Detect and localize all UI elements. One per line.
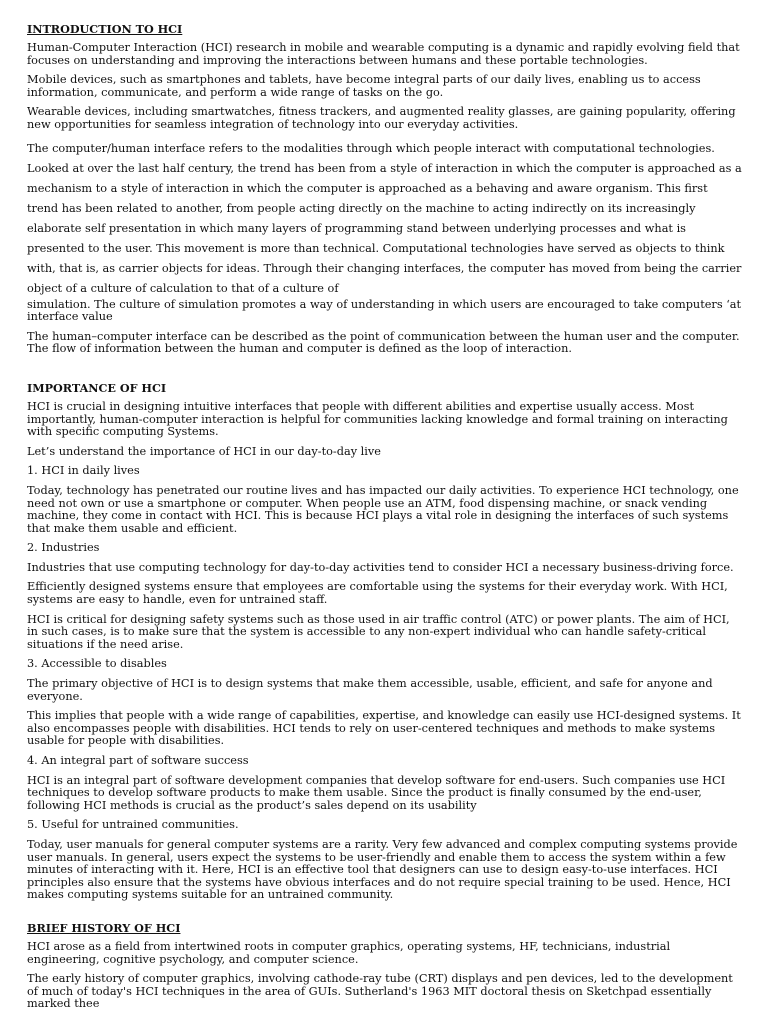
history-paragraph-1: HCI arose as a field from intertwined roots in computer graphics, operating systems, HF, technicians, industrial engineering, cognitive psychology, and computer science. bbox=[27, 939, 671, 966]
importance-paragraph-10: Today, user manuals for general computer systems are a rarity. Very few advanced and complex computing systems provide user manuals. In general, users expect the systems to be user-friendly and enable them to access the system within a few minutes of interacting with it. Here, HCI is an effective tool that designers can use to design easy-to-use interfaces. HCI principles also ensure that the systems have obvious interfaces and do not require special training to be used. Hence, HCI makes computing systems suitable for an untrained community. bbox=[27, 837, 738, 902]
importance-paragraph-5: Efficiently designed systems ensure that employees are comfortable using the systems for their everyday work. With HCI, systems are easy to handle, even for untrained staff. bbox=[27, 580, 728, 607]
section-title-history: BRIEF HISTORY OF HCI bbox=[27, 920, 181, 935]
intro-paragraph-4: The computer/human interface refers to the modalities through which people interact with computational technologies. Looked at over the last half century, the trend has been from a style of interaction in which the computer is approached as a mechanism to a style of interaction in which the computer is approached as a behaving and aware organism. This first trend has been related to another, from people acting directly on the machine to acting indirectly on its increasingly elaborate self presentation in which many layers of programming stand between underlying processes and what is presented to the user. This movement is more than technical. Computational technologies have served as objects to think with, that is, as carrier objects for ideas. Through their changing interfaces, the computer has moved from being the carrier object of a culture of calculation to that of a culture of bbox=[27, 141, 742, 295]
intro-paragraph-4-end: simulation. The culture of simulation promotes a way of understanding in which users are encouraged to take computers ‘at interface value bbox=[27, 297, 742, 324]
importance-paragraph-6: HCI is critical for designing safety systems such as those used in air traffic control (ATC) or power plants. The aim of HCI, in such cases, is to make sure that the system is accessible to any non-expert individual who can handle safety-critical situations if the need arise. bbox=[27, 612, 730, 651]
section-spacer bbox=[27, 363, 742, 382]
intro-paragraph-5: The human–computer interface can be described as the point of communication between the human user and the computer. The flow of information between the human and computer is defined as the loop of interaction. bbox=[27, 329, 740, 356]
importance-paragraph-8: This implies that people with a wide range of capabilities, expertise, and knowledge can easily use HCI-designed systems. It also encompasses people with disabilities. HCI tends to rely on user-centered techniques and methods to make systems usable for people with disabilities. bbox=[27, 709, 741, 748]
importance-subheading-5: 5. Useful for untrained communities. bbox=[27, 818, 239, 832]
importance-paragraph-7: The primary objective of HCI is to design systems that make them accessible, usable, efficient, and safe for anyone and everyone. bbox=[27, 677, 713, 703]
section-title-importance: IMPORTANCE OF HCI bbox=[27, 380, 167, 395]
importance-subheading-1: 1. HCI in daily lives bbox=[27, 464, 140, 478]
importance-paragraph-9: HCI is an integral part of software development companies that develop software for end-users. Such companies use HCI techniques to develop software products to make them usable. Since the product is finally consumed by the end-user, following HCI methods is crucial as the product’s sales depend on its usability bbox=[27, 773, 726, 812]
intro-paragraph-2: Mobile devices, such as smartphones and tablets, have become integral parts of our daily lives, enabling us to access information, communicate, and perform a wide range of tasks on the go. bbox=[27, 73, 701, 99]
importance-paragraph-1: HCI is crucial in designing intuitive interfaces that people with different abilities and expertise usually access. Most importantly, human-computer interaction is helpful for communities lacking knowledge and formal training on interacting with specific computing Systems. bbox=[27, 399, 728, 439]
importance-paragraph-2: Let’s understand the importance of HCI in our day-to-day live bbox=[27, 444, 381, 458]
history-paragraph-2: The early history of computer graphics, involving cathode-ray tube (CRT) displays and pen devices, led to the development of much of today's HCI techniques in the area of GUIs. Sutherland's 1963 MIT doctoral thesis on Sketchpad essentially marked thee bbox=[27, 972, 733, 1011]
importance-paragraph-4: Industries that use computing technology for day-to-day activities tend to consider HCI a necessary business-driving force. bbox=[27, 560, 734, 574]
importance-paragraph-3: Today, technology has penetrated our routine lives and has impacted our daily activities. To experience HCI technology, one need not own or use a smartphone or computer. When people use an ATM, food dispensing machine, or snack vending machine, they come in contact with HCI. This is because HCI plays a vital role in designing the interfaces of such systems that make them usable and efficient. bbox=[27, 483, 739, 535]
importance-subheading-3: 3. Accessible to disables bbox=[27, 657, 167, 671]
section-title-intro: INTRODUCTION TO HCI bbox=[27, 22, 183, 36]
importance-subheading-4: 4. An integral part of software success bbox=[27, 754, 249, 767]
intro-paragraph-3: Wearable devices, including smartwatches, fitness trackers, and augmented reality glasses, are gaining popularity, offering new opportunities for seamless integration of technology into our everyday activities. bbox=[27, 105, 736, 131]
importance-subheading-2: 2. Industries bbox=[27, 541, 100, 555]
section-spacer bbox=[27, 909, 742, 922]
intro-paragraph-1: Human-Computer Interaction (HCI) research in mobile and wearable computing is a dynamic and rapidly evolving field that focuses on understanding and improving the interactions between humans and these portable technologies. bbox=[27, 41, 740, 67]
